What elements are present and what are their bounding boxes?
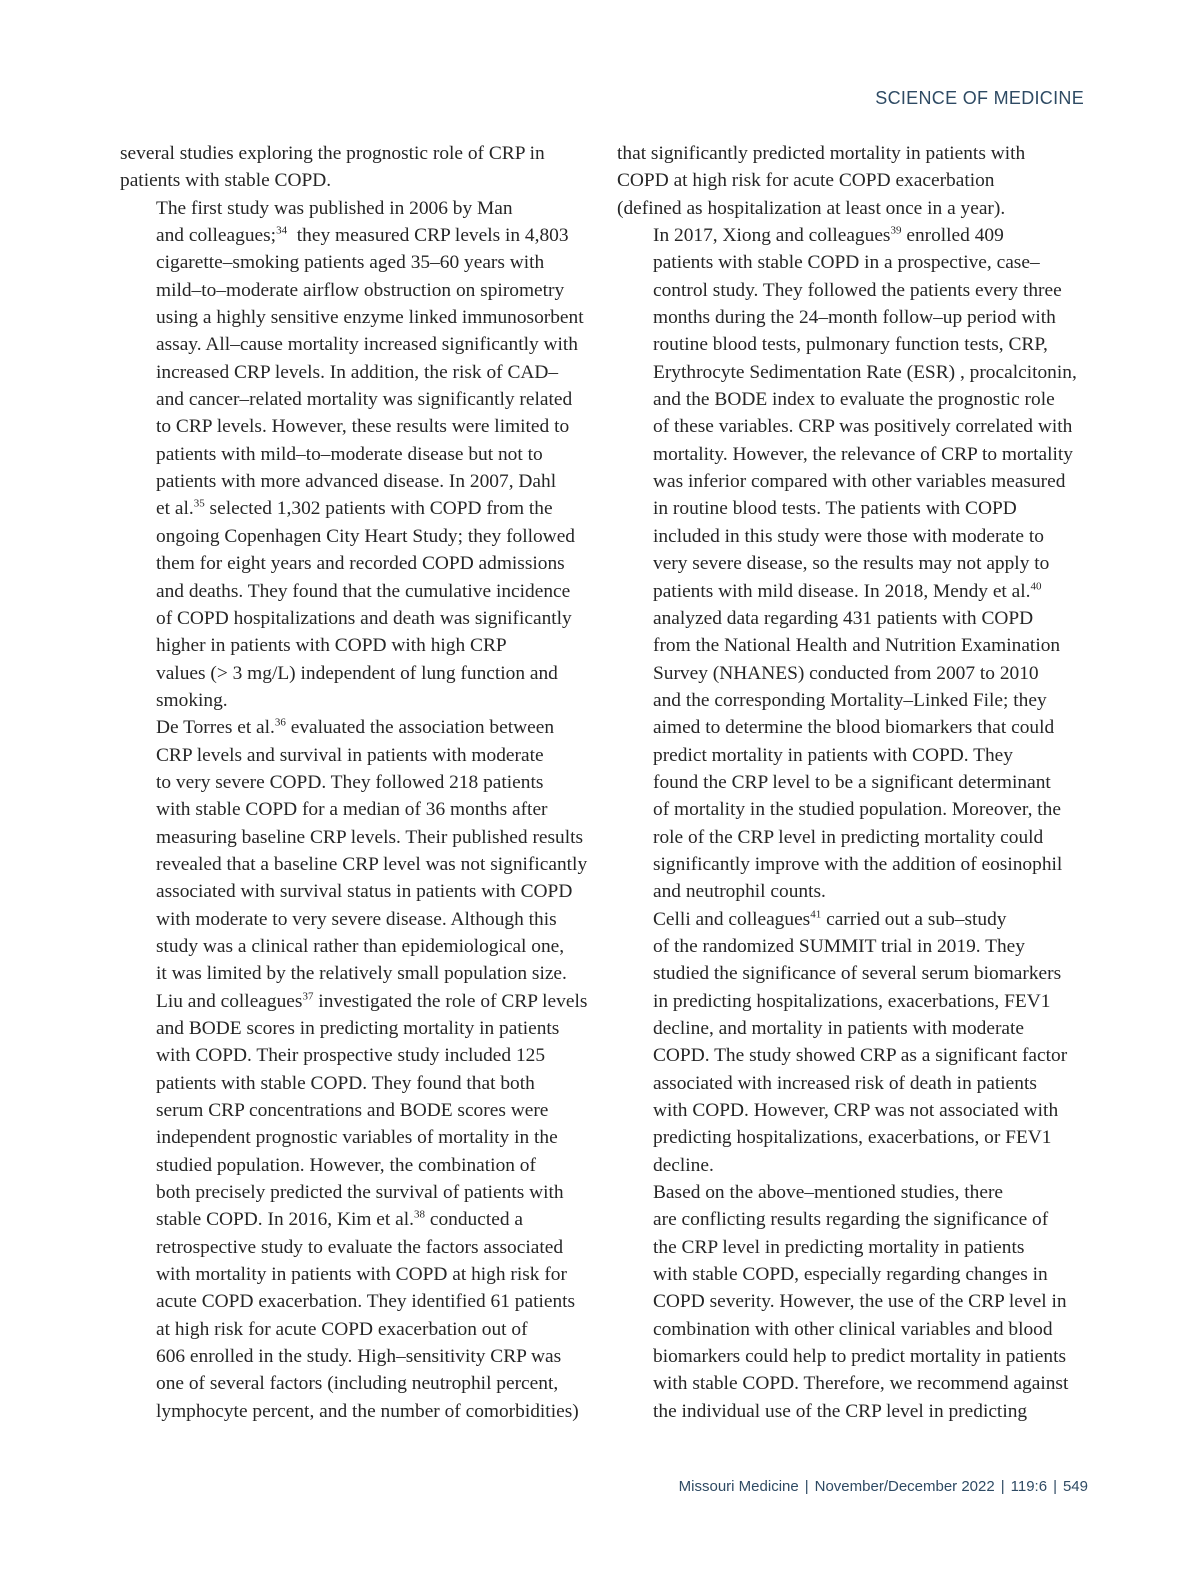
text-line: ongoing Copenhagen City Heart Study; they followed [156,525,575,547]
text-line: with mortality in patients with COPD at high risk for [156,1264,567,1286]
text-line: patients with stable COPD. [120,170,332,192]
text-line: patients with mild–to–moderate disease but not to [156,443,543,465]
text-line: at high risk for acute COPD exacerbation out of [156,1318,528,1340]
text-line: of these variables. CRP was positively correlated with [653,416,1073,438]
text-line: in predicting hospitalizations, exacerbations, FEV1 [653,990,1051,1012]
text-line: independent prognostic variables of mortality in the [156,1127,558,1149]
text-line: combination with other clinical variables and blood [653,1318,1053,1340]
text-line: Celli and colleagues$^{41}$ carried out a sub–study [653,908,1007,930]
text-line: 606 enrolled in the study. High–sensitivity CRP was [156,1346,562,1368]
text-line: and the corresponding Mortality–Linked File; they [653,689,1047,711]
text-line: with COPD. However, CRP was not associated with [653,1100,1059,1122]
page-number: 549 [1062,1478,1088,1495]
text-line: De Torres et al.$^{36}$ evaluated the association between [156,716,555,739]
volume-issue: 119:6 [1010,1478,1048,1495]
text-line: mild–to–moderate airflow obstruction on spirometry [156,279,565,301]
text-line: to CRP levels. However, these results were limited to [156,416,570,438]
text-line: was inferior compared with other variables measured [653,471,1066,493]
text-line: studied population. However, the combination of [156,1154,536,1176]
reference-38: 38 [413,1208,425,1221]
text-line: study was a clinical rather than epidemiological one, [156,935,565,957]
text-line: COPD severity. However, the use of the CRP level in [653,1291,1067,1313]
text-line: several studies exploring the prognostic role of CRP in [120,143,545,164]
text-line: aimed to determine the blood biomarkers that could [653,717,1055,739]
text-line: both precisely predicted the survival of patients with [156,1182,564,1204]
section-header: SCIENCE OF MEDICINE [875,88,1084,108]
text-line: of the randomized SUMMIT trial in 2019. They [653,935,1025,957]
text-line: Erythrocyte Sedimentation Rate (ESR) , procalcitonin, [653,361,1077,383]
paragraph [617,906,1091,1179]
text-line: In 2017, Xiong and colleagues$^{39}$ enrolled 409 [653,224,1004,247]
text-line: cigarette–smoking patients aged 35–60 years with [156,252,545,274]
text-line: smoking. [156,689,228,711]
text-line: found the CRP level to be a significant determinant [653,771,1051,793]
reference-39: 39 [890,224,902,237]
footer-separator: | [1053,1478,1057,1495]
text-line: with COPD. Their prospective study included 125 [156,1045,546,1067]
text-line: of mortality in the studied population. Moreover, the [653,799,1061,821]
text-line: them for eight years and recorded COPD admissions [156,553,565,575]
text-line: analyzed data regarding 431 patients with COPD [653,607,1034,629]
text-line: patients with more advanced disease. In 2007, Dahl [156,471,557,493]
text-line: patients with mild disease. In 2018, Mendy et al.$^{40}$ [653,580,1042,602]
paragraph [617,140,1091,222]
text-line: stable COPD. In 2016, Kim et al.$^{38}$ conducted a [156,1208,523,1231]
text-line: CRP levels and survival in patients with moderate [156,744,544,766]
text-line: associated with survival status in patients with COPD [156,881,573,903]
text-line: predict mortality in patients with COPD. They [653,744,1013,766]
footer-separator: | [1000,1478,1005,1495]
text-line: included in this study were those with moderate to [653,525,1044,547]
text-line: higher in patients with COPD with high CRP [156,635,507,657]
text-line: and deaths. They found that the cumulative incidence [156,580,571,602]
text-line: associated with increased risk of death in patients [653,1072,1037,1094]
text-line: mortality. However, the relevance of CRP to mortality [653,443,1073,465]
text-line: patients with stable COPD in a prospective, case– [653,252,1040,274]
text-line: decline. [653,1154,714,1176]
text-line: that significantly predicted mortality in patients with [617,143,1026,164]
paragraph [120,195,594,715]
text-line: predicting hospitalizations, exacerbations, or FEV1 [653,1127,1052,1149]
text-line: Survey (NHANES) conducted from 2007 to 2010 [653,662,1039,684]
text-line: measuring baseline CRP levels. Their published results [156,826,584,848]
paragraph [120,140,594,195]
text-line: studied the significance of several serum biomarkers [653,963,1062,985]
text-line: retrospective study to evaluate the factors associated [156,1236,564,1258]
footer-separator: | [804,1478,809,1495]
paragraph [617,1179,1091,1425]
text-line: months during the 24–month follow–up period with [653,307,1056,329]
text-line: with moderate to very severe disease. Although this [156,908,557,930]
page-footer [679,1478,1088,1495]
text-line: and cancer–related mortality was significantly related [156,389,573,411]
text-line: et al.$^{35}$ selected 1,302 patients with COPD from the [156,498,553,520]
issue-date: November/December 2022 [814,1478,995,1495]
text-line: one of several factors (including neutrophil percent, [156,1373,559,1395]
text-line: routine blood tests, pulmonary function tests, CRP, [653,334,1048,356]
text-line: to very severe COPD. They followed 218 patients [156,771,544,793]
paragraph [120,714,594,1425]
text-line: The first study was published in 2006 by Man [156,197,513,219]
text-line: are conflicting results regarding the significance of [653,1209,1049,1231]
text-line: lymphocyte percent, and the number of comorbidities) [156,1400,579,1422]
text-line: COPD. The study showed CRP as a significant factor [653,1045,1068,1067]
text-line: assay. All–cause mortality increased significantly with [156,334,578,356]
text-line: very severe disease, so the results may not apply to [653,553,1050,575]
text-line: from the National Health and Nutrition Examination [653,635,1061,657]
text-line: significantly improve with the addition of eosinophil [653,853,1063,875]
text-line: in routine blood tests. The patients with COPD [653,498,1017,520]
text-line: serum CRP concentrations and BODE scores were [156,1100,549,1122]
reference-40: 40 [1030,580,1042,593]
text-line: it was limited by the relatively small population size. [156,963,567,985]
reference-36: 36 [274,716,286,729]
text-line: decline, and mortality in patients with moderate [653,1018,1025,1039]
journal-name: Missouri Medicine [678,1478,799,1495]
reference-37: 37 [302,990,314,1003]
text-line: and neutrophil counts. [653,881,826,903]
text-line: COPD at high risk for acute COPD exacerbation [617,170,995,192]
text-line: role of the CRP level in predicting mortality could [653,826,1044,848]
reference-34: 34 [276,224,288,237]
text-line: of COPD hospitalizations and death was significantly [156,607,572,629]
text-line: using a highly sensitive enzyme linked immunosorbent [156,307,584,329]
left-column [120,140,594,1425]
text-line: values (> 3 mg/L) independent of lung function and [156,662,558,684]
right-column [617,140,1091,1425]
text-line: with stable COPD, especially regarding changes in [653,1264,1048,1286]
text-line: with stable COPD for a median of 36 months after [156,799,548,821]
text-line: the individual use of the CRP level in predicting [653,1400,1028,1422]
text-line: patients with stable COPD. They found that both [156,1072,535,1094]
reference-35: 35 [193,498,205,510]
text-line: Liu and colleagues$^{37}$ investigated the role of CRP levels [156,990,588,1012]
text-line: control study. They followed the patients every three [653,279,1062,301]
text-line: revealed that a baseline CRP level was not significantly [156,853,588,875]
text-line: the CRP level in predicting mortality in patients [653,1236,1025,1258]
text-line: with stable COPD. Therefore, we recommend against [653,1373,1069,1395]
text-line: biomarkers could help to predict mortality in patients [653,1346,1067,1368]
text-line: and colleagues;$^{34}$ they measured CRP levels in 4,803 [156,224,569,247]
text-line: Based on the above–mentioned studies, there [653,1182,1004,1204]
text-line: increased CRP levels. In addition, the risk of CAD– [156,361,559,383]
text-line: (defined as hospitalization at least once in a year). [617,197,1006,219]
text-line: acute COPD exacerbation. They identified 61 patients [156,1291,576,1313]
reference-41: 41 [810,908,822,921]
text-line: and the BODE index to evaluate the prognostic role [653,389,1055,411]
text-line: and BODE scores in predicting mortality in patients [156,1018,560,1039]
paragraph [617,222,1091,906]
